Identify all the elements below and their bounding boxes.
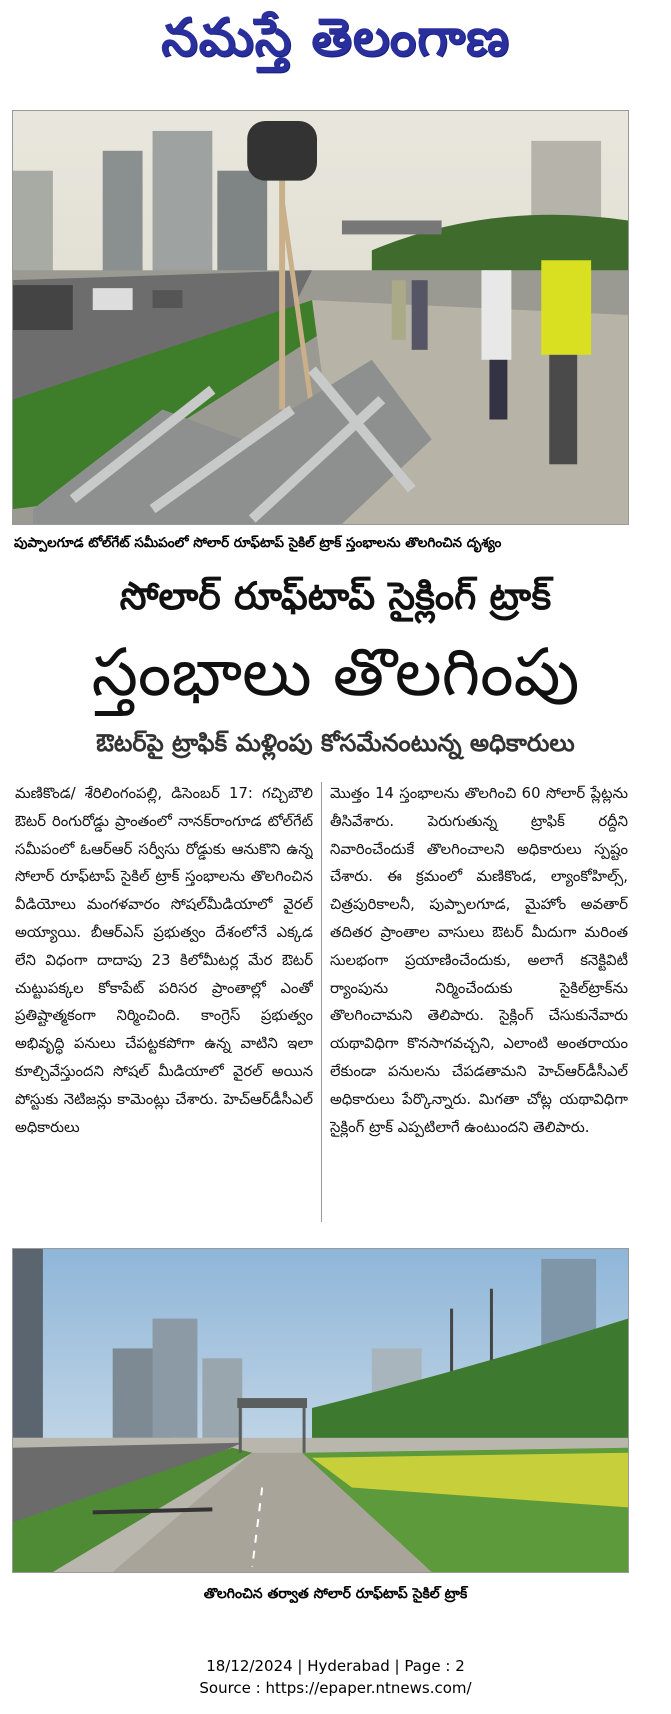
bottom-photo-caption: తొలగించిన తర్వాత సోలార్ రూఫ్‌టాప్ సైకిల్ ట్రాక్ — [203, 1586, 468, 1602]
masthead-title: నమస్తే తెలంగాణ — [161, 8, 510, 68]
footer-source: Source : https://epaper.ntnews.com/ — [199, 1679, 472, 1697]
article-kicker: సోలార్ రూఫ్‌టాప్ సైక్లింగ్ ట్రాక్ — [119, 574, 552, 618]
top-photo — [12, 110, 629, 525]
footer-dateline: 18/12/2024 | Hyderabad | Page : 2 — [206, 1657, 465, 1675]
top-photo-caption: పుప్పాలగూడ టోల్‌గేట్ సమీపంలో సోలార్ రూఫ్‌టాప్ సైకిల్ ట్రాక్ స్తంభాలను తొలగించిన దృశ్యం — [14, 535, 502, 551]
article-subheadline: ఔటర్‌పై ట్రాఫిక్ మళ్లింపు కోసమేనంటున్న అధికారులు — [96, 729, 575, 757]
article-column-right: మొత్తం 14 స్తంభాలను తొలగించి 60 సోలార్ ప్లేట్లను తీసివేశారు. పెరుగుతున్న ట్రాఫిక్ రద్దీని నివారించేందుకే తొలగించాలని అధికారులు స్పష్టం చేశారు. ఈ క్రమంలో మణికొండ, ల్యాంకోహిల్స్, చిత్రపురికాలనీ, పుప్పాలగూడ, మైహోం అవతార్ తదితర ప్రాంతాల వాసులు ఔటర్ మీదుగా మరింత సులభంగా ప్రయాణించేందుకు, అలాగే కనెక్టివిటీ ర్యాంపును నిర్మించేందుకు సైకిల్‌ట్రాక్‌ను తొలగించామని తెలిపారు. సైక్లింగ్ చేసుకునేవారు యథావిధిగా కొనసాగవచ్చని, ఎలాంటి అంతరాయం లేకుండా పనులను చేపడతామని హెచ్‌ఆర్‌డీసీఎల్ అధికారులు పేర్కొన్నారు. మిగతా చోట్ల యథావిధిగా సైక్లింగ్ ట్రాక్ ఎప్పటిలాగే ఉంటుందని తెలిపారు. — [330, 785, 628, 1136]
bottom-photo — [12, 1248, 629, 1573]
column-divider — [321, 782, 322, 1222]
article-column-left: మణికొండ/ శేరిలింగంపల్లి, డిసెంబర్ 17: గచ్చిబౌలి ఔటర్ రింగురోడ్డు ప్రాంతంలో నానక్‌రాంగూడ టోల్‌గేట్ సమీపంలో ఓఆర్‌ఆర్ సర్వీసు రోడ్డుకు ఆనుకొని ఉన్న సోలార్ రూఫ్‌టాప్ సైకిల్ ట్రాక్ స్తంభాలను తొలగించిన వీడియోలు మంగళవారం సోషల్‌మీడియాలో వైరల్ అయ్యాయి. బీఆర్‌ఎస్ ప్రభుత్వం దేశంలోనే ఎక్కడ లేని విధంగా దాదాపు 23 కిలోమీటర్ల మేర ఔటర్ చుట్టుపక్కల కోకాపేట్ పరిసర ప్రాంతాల్లో ఎంతో ప్రతిష్టాత్మకంగా నిర్మించింది. కాంగ్రెస్ ప్రభుత్వం అభివృద్ధి పనులు చేపట్టకపోగా ఉన్న వాటిని ఇలా కూల్చివేస్తుందని సోషల్ మీడియాలో వైరల్ అయిన పోస్టుకు నెటిజన్లు కామెంట్లు చేశారు. హెచ్‌ఆర్‌డీసీఎల్ అధికారులు — [15, 785, 313, 1136]
article-headline: స్తంభాలు తొలగింపు — [91, 634, 580, 711]
